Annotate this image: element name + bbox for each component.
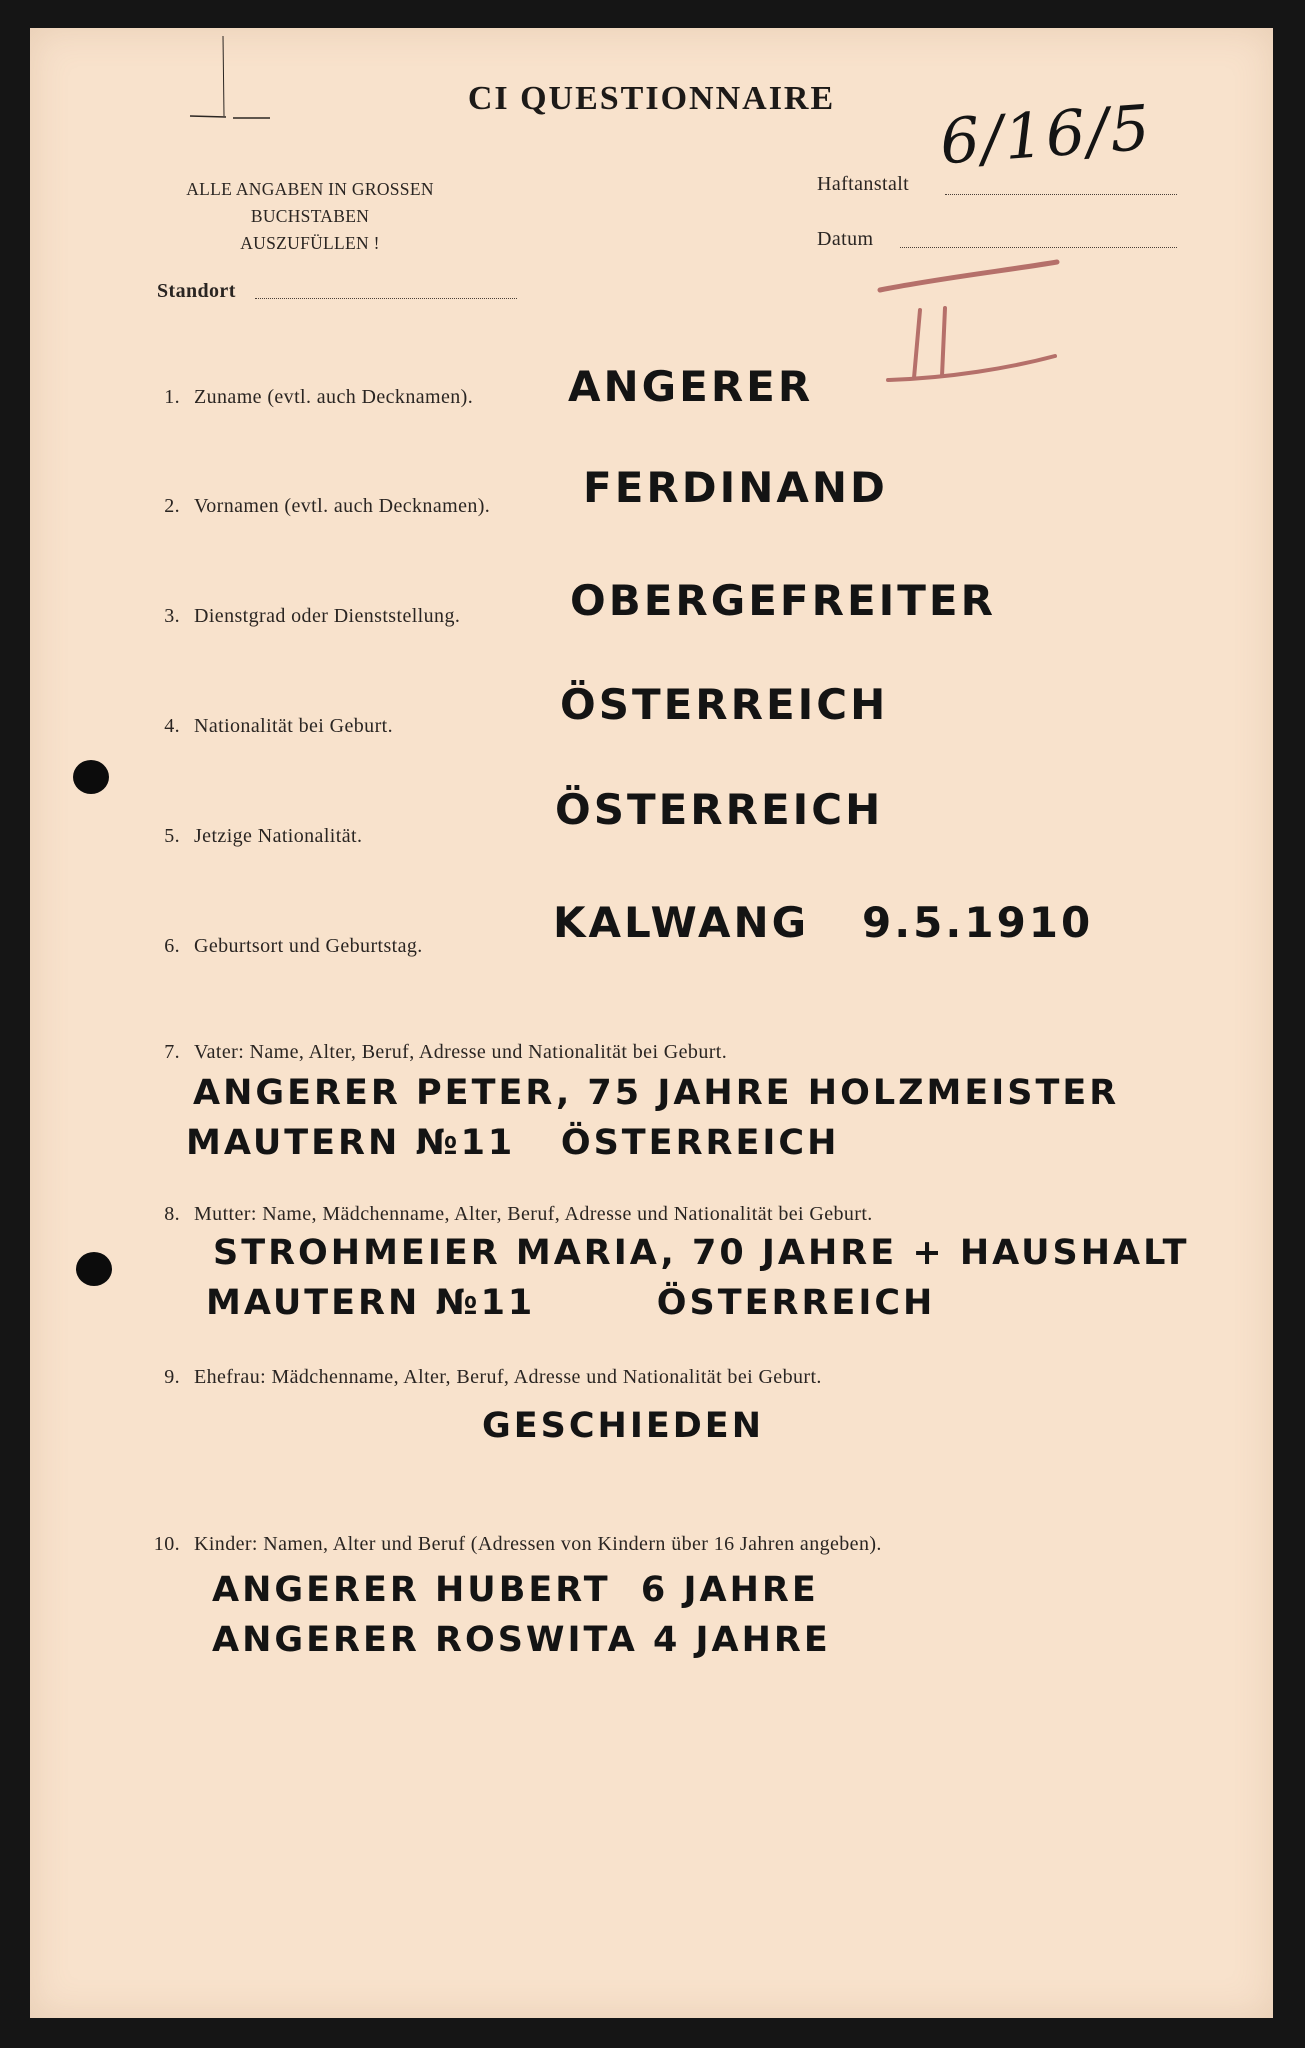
answer-nationalitaet-geburt[interactable]: ÖSTERREICH [560, 680, 889, 729]
question-6 [150, 935, 423, 958]
question-10 [150, 1533, 882, 1556]
question-7 [150, 1041, 727, 1064]
standort-label: Standort [157, 280, 236, 302]
question-8 [150, 1203, 873, 1226]
answer-geburtsort-geburtstag[interactable]: KALWANG 9.5.1910 [553, 898, 1094, 947]
answer-mutter-line-1[interactable]: STROHMEIER MARIA, 70 JAHRE + HAUSHALT [213, 1233, 1190, 1273]
question-3 [150, 605, 460, 628]
question-label: Nationalität bei Geburt. [194, 715, 393, 737]
punch-hole-upper [73, 760, 109, 794]
questionnaire-page [30, 28, 1273, 2018]
question-number: 9. [164, 1366, 180, 1388]
question-label: Vornamen (evtl. auch Decknamen). [194, 495, 491, 517]
answer-kinder-line-1[interactable]: ANGERER HUBERT 6 JAHRE [212, 1570, 819, 1610]
roman-mark [894, 298, 895, 299]
answer-mutter-line-2[interactable]: MAUTERN №11 ÖSTERREICH [206, 1283, 936, 1323]
question-number: 10. [153, 1533, 180, 1555]
question-label: Dienstgrad oder Dienststellung. [194, 605, 461, 627]
question-number: 4. [164, 715, 180, 737]
red-strike-line [880, 262, 1057, 290]
question-label: Geburtsort und Geburtstag. [194, 935, 423, 957]
question-label: Jetzige Nationalität. [194, 825, 363, 847]
question-label: Ehefrau: Mädchenname, Alter, Beruf, Adresse und Nationalität bei Geburt. [194, 1366, 822, 1388]
question-1 [150, 386, 473, 409]
question-number: 3. [164, 605, 180, 627]
question-label: Kinder: Namen, Alter und Beruf (Adressen von Kindern über 16 Jahren angeben). [194, 1533, 882, 1555]
question-4 [150, 715, 393, 738]
answer-zuname[interactable]: ANGERER [568, 362, 814, 411]
hand-scribble [190, 36, 270, 118]
ink-tick [223, 36, 224, 116]
question-number: 8. [164, 1203, 180, 1225]
question-number: 2. [164, 495, 180, 517]
answer-dienstgrad[interactable]: OBERGEFREITER [570, 576, 996, 625]
red-pencil-mark [880, 262, 1057, 380]
question-2 [150, 495, 490, 518]
answer-ehefrau[interactable]: GESCHIEDEN [482, 1406, 765, 1446]
question-number: 5. [164, 825, 180, 847]
red-stroke-1 [914, 310, 920, 378]
ink-dash-1 [190, 116, 226, 117]
question-label: Mutter: Name, Mädchenname, Alter, Beruf, Adresse und Nationalität bei Geburt. [194, 1203, 873, 1225]
answer-vornamen[interactable]: FERDINAND [583, 463, 888, 512]
question-number: 1. [164, 386, 180, 408]
answer-jetzige-nationalitaet[interactable]: ÖSTERREICH [555, 785, 884, 834]
punch-hole-lower [76, 1252, 112, 1286]
answer-vater-line-2[interactable]: MAUTERN №11 ÖSTERREICH [186, 1123, 840, 1163]
instruction-line-1: ALLE ANGABEN IN GROSSEN BUCHSTABEN [186, 179, 434, 226]
question-9 [150, 1366, 822, 1389]
instruction-line-2: AUSZUFÜLLEN ! [240, 233, 380, 253]
annotation-layer [30, 28, 1273, 2018]
question-number: 6. [164, 935, 180, 957]
red-stroke-2 [942, 308, 945, 376]
question-5 [150, 825, 362, 848]
question-label: Zuname (evtl. auch Decknamen). [194, 386, 474, 408]
answer-kinder-line-2[interactable]: ANGERER ROSWITA 4 JAHRE [212, 1620, 831, 1660]
question-number: 7. [164, 1041, 180, 1063]
page-title: CI QUESTIONNAIRE [467, 80, 836, 117]
haftanstalt-label: Haftanstalt [817, 173, 910, 195]
datum-label: Datum [817, 228, 874, 250]
answer-vater-line-1[interactable]: ANGERER PETER, 75 JAHRE HOLZMEISTER [193, 1073, 1120, 1113]
file-number-handwritten: 6/16/5 [937, 90, 1154, 179]
question-label: Vater: Name, Alter, Beruf, Adresse und Nationalität bei Geburt. [194, 1041, 728, 1063]
